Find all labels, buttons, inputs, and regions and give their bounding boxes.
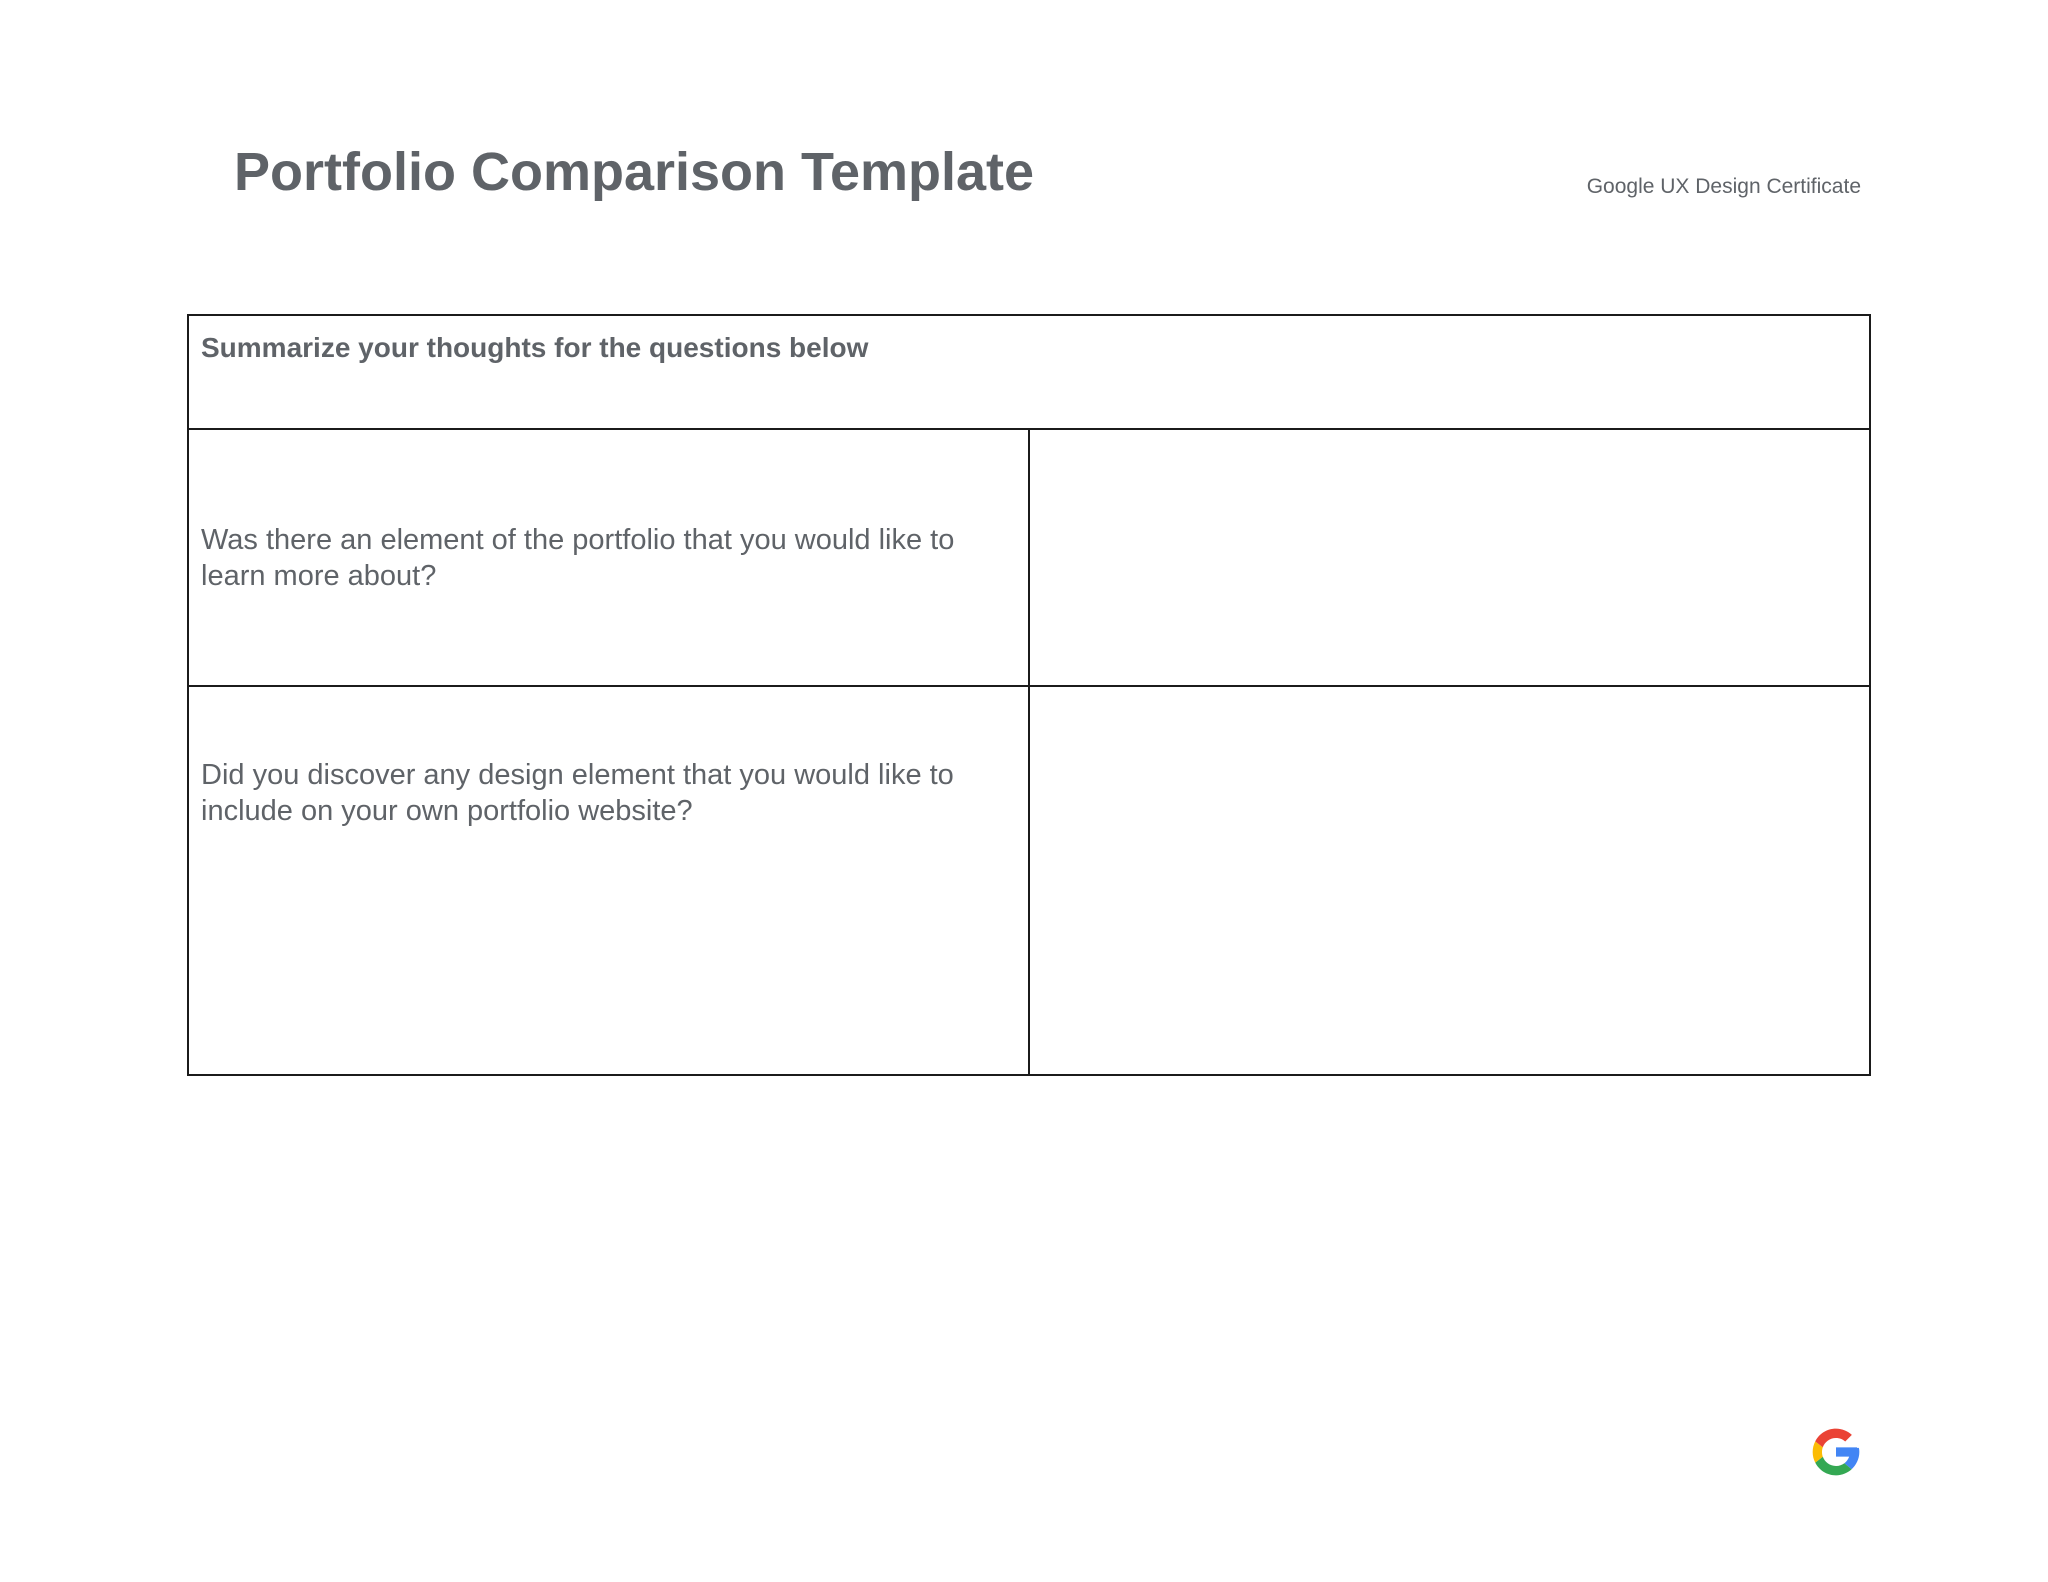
- question-cell: Did you discover any design element that you would like to include on your own portfolio website?: [188, 686, 1029, 1075]
- certificate-label: Google UX Design Certificate: [1586, 175, 1861, 198]
- table-heading: Summarize your thoughts for the questions below: [188, 315, 1870, 429]
- google-g-logo-icon: [1808, 1424, 1864, 1480]
- answer-cell[interactable]: [1029, 429, 1870, 686]
- answer-cell[interactable]: [1029, 686, 1870, 1075]
- table-header-row: [188, 315, 1870, 429]
- comparison-table: [187, 314, 1871, 1076]
- table-row: [188, 686, 1870, 1075]
- table-row: [188, 429, 1870, 686]
- page-title: Portfolio Comparison Template: [234, 142, 1035, 202]
- question-cell: Was there an element of the portfolio that you would like to learn more about?: [188, 429, 1029, 686]
